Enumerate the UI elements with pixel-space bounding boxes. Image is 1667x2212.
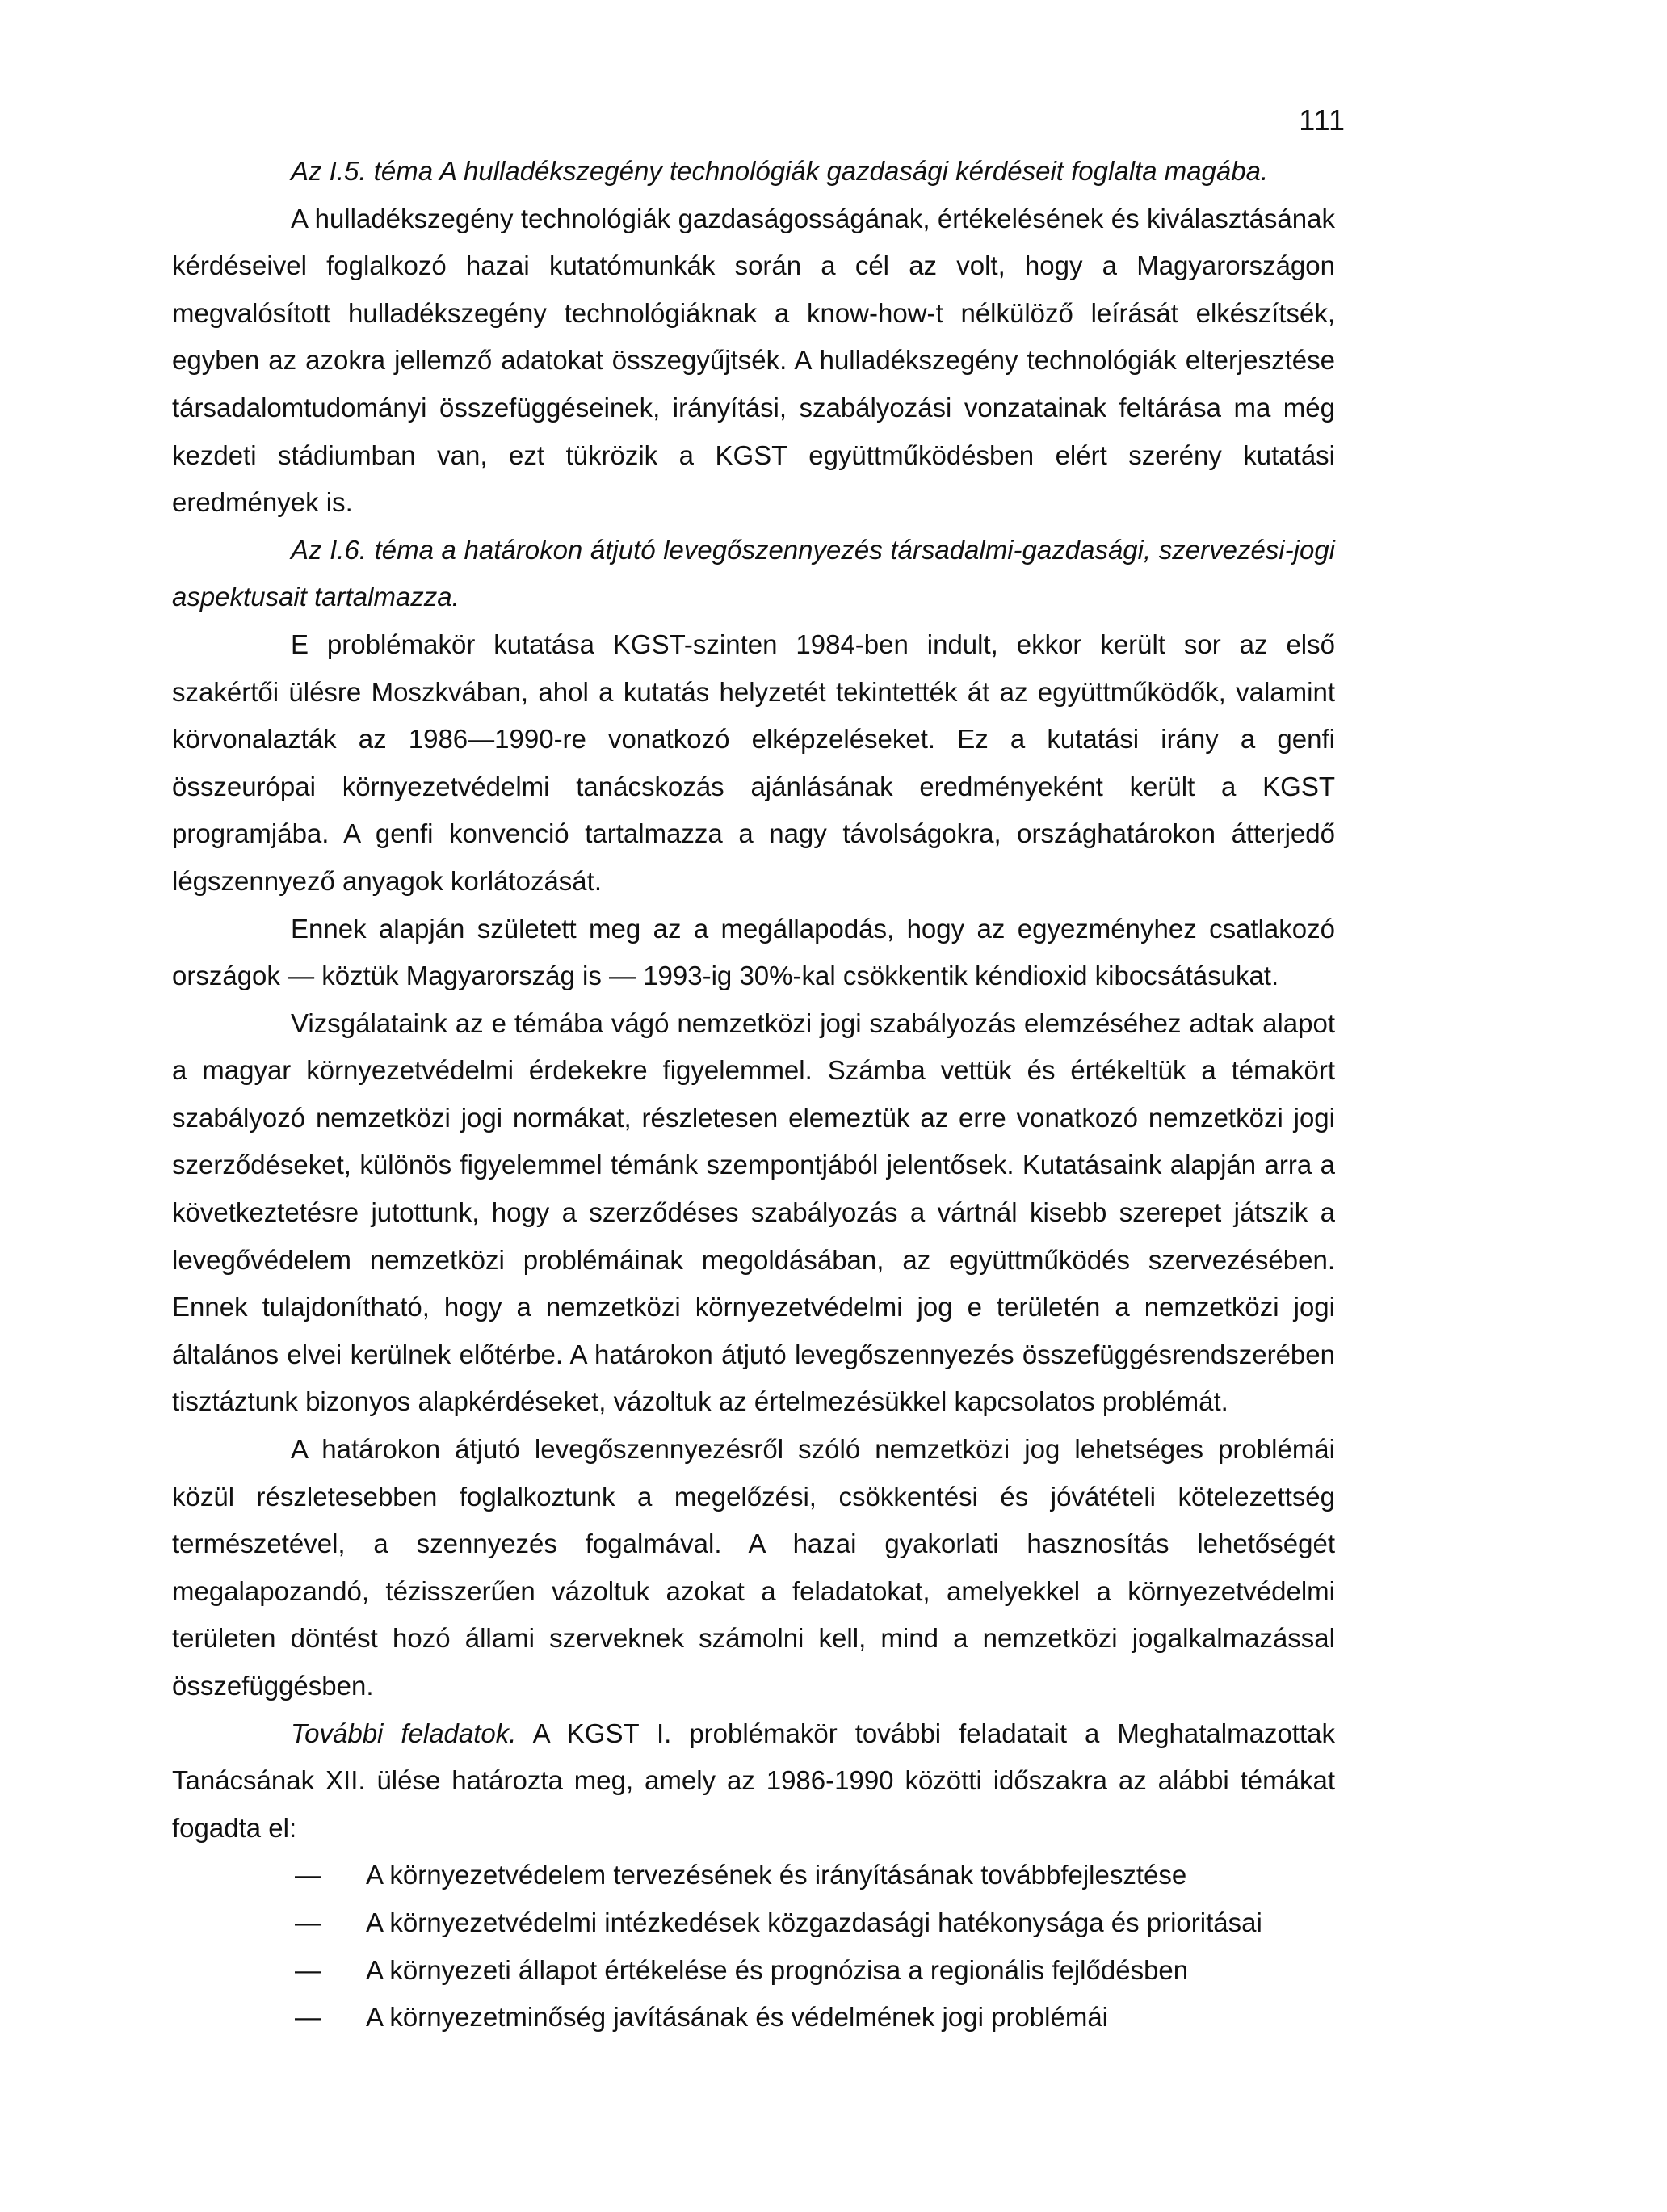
list-item xyxy=(172,1852,1335,1899)
document-body xyxy=(172,148,1335,2042)
section-lead: További feladatok. xyxy=(291,1718,517,1748)
paragraph-further-tasks xyxy=(172,1710,1335,1852)
paragraph-text: A KGST I. problémakör további feladatait a Meghatalmazottak Tanácsának XII. ülése határozta meg, amely az 1986-1990 közötti időszakra az alábbi témákat fogadta el: xyxy=(172,1718,1335,1843)
topic-list xyxy=(172,1852,1335,2041)
paragraph-topic-i5 xyxy=(172,148,1335,196)
paragraph: Ennek alapján született meg az a megállapodás, hogy az egyezményhez csatlakozó országok — köztük Magyarország is — 1993-ig 30%-kal csökkentik kéndioxid kibocsátásukat. xyxy=(172,913,1335,991)
list-item xyxy=(172,1947,1335,1995)
dash-bullet: — xyxy=(295,2002,321,2033)
topic-heading: Az I.6. téma a határokon átjutó levegőszennyezés társadalmi-gazdasági, szervezési-jogi aspektusait tartalmazza. xyxy=(172,534,1335,612)
dash-bullet: — xyxy=(295,1954,321,1985)
dash-bullet: — xyxy=(295,1907,321,1937)
list-item-text: A környezetvédelem tervezésének és irányításának továbbfejlesztése xyxy=(366,1860,1187,1890)
list-item xyxy=(172,1899,1335,1947)
paragraph-topic-i6 xyxy=(172,527,1335,621)
paragraph: Vizsgálataink az e témába vágó nemzetközi jogi szabályozás elemzéséhez adtak alapot a magyar környezetvédelmi érdekekre figyelemmel. Számba vettük és értékeltük a témakört szabályozó nemzetközi jogi normákat, részletesen elemeztük az erre vonatkozó nemzetközi jogi szerződéseket, különös figyelemmel témánk szempontjából jelentősek. Kutatásaink alapján arra a következtetésre jutottunk, hogy a szerződéses szabályozás a vártnál kisebb szerepet játszik a levegővédelem nemzetközi problémáinak megoldásában, az együttműködés szervezésében. Ennek tulajdonítható, hogy a nemzetközi környezetvédelmi jog e területén a nemzetközi jogi általános elvei kerülnek előtérbe. A határokon átjutó levegőszennyezés összefüggésrendszerében tisztáztunk bizonyos alapkérdéseket, vázoltuk az értelmezésükkel kapcsolatos problémát. xyxy=(172,1007,1335,1417)
list-item-text: A környezeti állapot értékelése és prognózisa a regionális fejlődésben xyxy=(366,1954,1189,1985)
paragraph: E problémakör kutatása KGST-szinten 1984-ben indult, ekkor került sor az első szakértői ülésre Moszkvában, ahol a kutatás helyzetét tekintették át az együttműködők, valamint körvonalazták az 1986—1990-re vonatkozó elképzeléseket. Ez a kutatási irány a genfi összeurópai környezetvédelmi tanácskozás ajánlásának eredményeként került a KGST programjába. A genfi konvenció tartalmazza a nagy távolságokra, országhatárokon átterjedő légszennyező anyagok korlátozását. xyxy=(172,629,1335,896)
paragraph: A határokon átjutó levegőszennyezésről szóló nemzetközi jog lehetséges problémái közül részletesebben foglalkoztunk a megelőzési, csökkentési és jóvátételi kötelezettség természetével, a szennyezés fogalmával. A hazai gyakorlati hasznosítás lehetőségét megalapozandó, tézisszerűen vázoltuk azokat a feladatokat, amelyekkel a környezetvédelmi területen döntést hozó állami szerveknek számolni kell, mind a nemzetközi jogalkalmazással összefüggésben. xyxy=(172,1434,1335,1701)
list-item-text: A környezetvédelmi intézkedések közgazdasági hatékonysága és prioritásai xyxy=(366,1907,1262,1937)
list-item xyxy=(172,1994,1335,2042)
list-item-text: A környezetminőség javításának és védelmének jogi problémái xyxy=(366,2002,1109,2033)
dash-bullet: — xyxy=(295,1860,321,1890)
page-number: 111 xyxy=(1299,103,1346,137)
paragraph: A hulladékszegény technológiák gazdaságosságának, értékelésének és kiválasztásának kérdéseivel foglalkozó hazai kutatómunkák során a cél az volt, hogy a Magyarországon megvalósított hulladékszegény technológiáknak a know-how-t nélkülöző leírását elkészítsék, egyben az azokra jellemző adatokat összegyűjtsék. A hulladékszegény technológiák elterjesztése társadalomtudományi összefüggéseinek, irányítási, szabályozási vonzatainak feltárása ma még kezdeti stádiumban van, ezt tükrözik a KGST együttműködésben elért szerény kutatási eredmények is. xyxy=(172,203,1335,518)
topic-heading: Az I.5. téma A hulladékszegény technológiák gazdasági kérdéseit foglalta magába. xyxy=(291,156,1269,186)
